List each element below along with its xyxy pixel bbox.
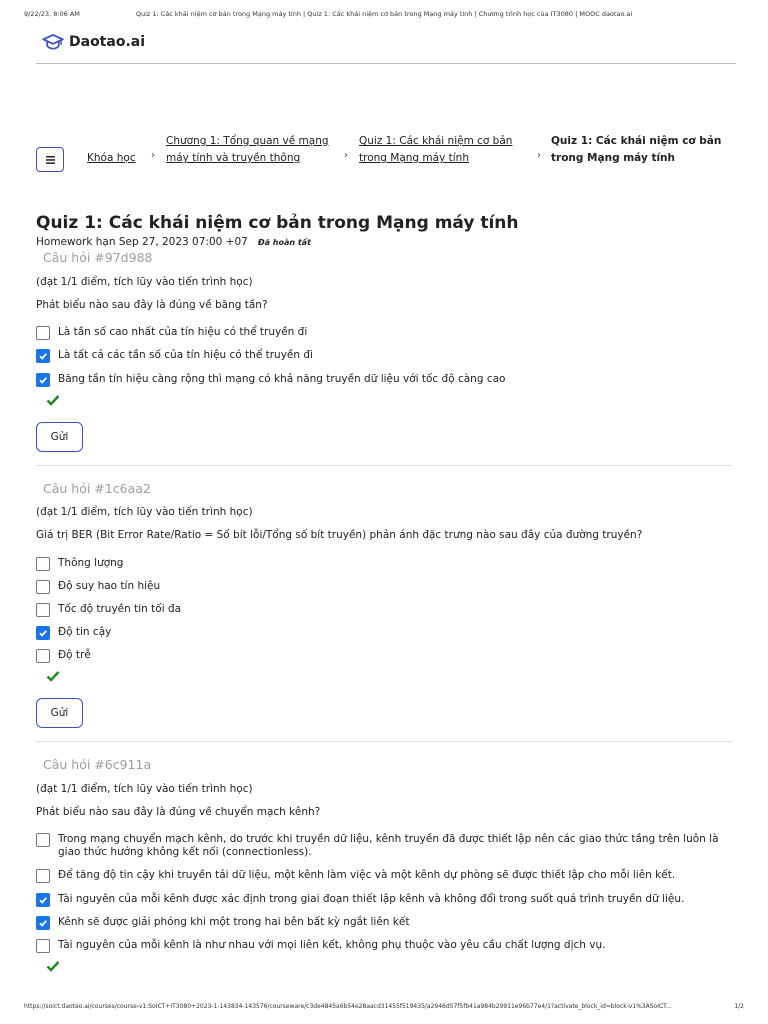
answer-option[interactable]: [36, 916, 732, 930]
graduation-cap-icon: [42, 34, 64, 50]
checkmark-icon: [38, 628, 48, 638]
answer-option[interactable]: [36, 580, 732, 594]
hamburger-icon: [46, 156, 55, 164]
print-footer: [24, 1003, 744, 1015]
answer-label[interactable]: Trong mạng chuyển mạch kênh, do trước khi truyền dữ liệu, kênh truyền đã được thiết lập nên các giao thức tầng trên luôn là giao thức hướng không kết nối (connectionless).: [58, 833, 719, 858]
answer-label[interactable]: Độ trễ: [58, 649, 91, 661]
question-text: Phát biểu nào sau đây là đúng về chuyển mạch kênh?: [36, 806, 321, 818]
correct-check-icon: [46, 394, 60, 406]
answer-checkbox[interactable]: [36, 557, 50, 571]
print-title: Quiz 1: Các khái niệm cơ bản trong Mạng máy tính | Quiz 1: Các khái niệm cơ bản trong Mạng máy tính | Chương trình học của IT3080 | MOOC daotao.ai: [135, 10, 633, 18]
breadcrumb-current-line2: trong Mạng máy tính: [551, 152, 676, 164]
question-divider: [36, 741, 732, 742]
answer-checkbox[interactable]: [36, 373, 50, 387]
correct-check-icon: [46, 960, 60, 972]
answer-label[interactable]: Băng tần tín hiệu càng rộng thì mạng có khả năng truyền dữ liệu với tốc độ càng cao: [58, 373, 506, 385]
question-points: (đạt 1/1 điểm, tích lũy vào tiến trình học): [36, 276, 253, 288]
breadcrumb-current: [551, 133, 721, 167]
answer-checkbox[interactable]: [36, 626, 50, 640]
logo-bar: [36, 30, 736, 64]
checkmark-icon: [38, 375, 48, 385]
answer-option[interactable]: [36, 626, 732, 640]
answer-label[interactable]: Độ suy hao tín hiệu: [58, 580, 161, 592]
question-text: Phát biểu nào sau đây là đúng về băng tần?: [36, 299, 268, 311]
answer-option[interactable]: [36, 557, 732, 571]
answer-label[interactable]: Tài nguyên của mỗi kênh được xác định trong giai đoạn thiết lập kênh và không đổi trong suốt quá trình truyền dữ liệu.: [58, 893, 685, 905]
correct-check-icon: [46, 670, 60, 682]
answer-option[interactable]: [36, 833, 732, 859]
breadcrumb-chapter[interactable]: [166, 133, 329, 167]
answer-label[interactable]: Là tần số cao nhất của tín hiệu có thể truyền đi: [58, 326, 308, 338]
answer-label[interactable]: Độ tin cậy: [58, 626, 112, 638]
question-header: Câu hỏi #97d988: [43, 250, 153, 265]
answer-label[interactable]: Kênh sẽ được giải phóng khi một trong hai bên bất kỳ ngắt liên kết: [58, 916, 410, 928]
print-date: 9/22/23, 8:06 AM: [24, 10, 80, 18]
print-url: https://soict.daotao.ai/courses/course-v1:SoICT+IT3080+2023-1-143834-143576/courseware/c3de4845a6b54e28aacd31455f519435/a2946d57f5fb41a984b29911e96b77e4/1?activate_block_id=block-v1%3ASoICT...: [24, 1003, 672, 1010]
breadcrumb-section-line1: Quiz 1: Các khái niệm cơ bản: [359, 135, 513, 147]
course-menu-button[interactable]: [36, 147, 64, 172]
print-page-number: 1/2: [734, 1003, 744, 1010]
answer-checkbox[interactable]: [36, 603, 50, 617]
answer-option[interactable]: [36, 869, 732, 883]
page-title: Quiz 1: Các khái niệm cơ bản trong Mạng máy tính: [36, 213, 519, 233]
print-header: [24, 10, 744, 22]
answer-checkbox[interactable]: [36, 833, 50, 847]
breadcrumb-chapter-line2: máy tính và truyền thông: [166, 152, 301, 164]
question-header: Câu hỏi #6c911a: [43, 757, 152, 772]
homework-info: [36, 236, 311, 248]
checkmark-icon: [38, 895, 48, 905]
question-divider: [36, 465, 732, 466]
answer-label[interactable]: Tài nguyên của mỗi kênh là như nhau với mọi liên kết, không phụ thuộc vào yêu cầu chất lượng dịch vụ.: [58, 939, 606, 951]
breadcrumb-section-line2: trong Mạng máy tính: [359, 152, 469, 164]
answer-checkbox[interactable]: [36, 869, 50, 883]
breadcrumb-separator: ›: [151, 150, 155, 161]
answer-checkbox[interactable]: [36, 349, 50, 363]
question-points: (đạt 1/1 điểm, tích lũy vào tiến trình học): [36, 506, 253, 518]
answer-checkbox[interactable]: [36, 580, 50, 594]
breadcrumb-separator: ›: [537, 150, 541, 161]
answer-label[interactable]: Là tất cả các tần số của tín hiệu có thể truyền đi: [58, 349, 313, 361]
answer-label[interactable]: Tốc độ truyền tin tối đa: [58, 603, 182, 615]
breadcrumb-chapter-line1: Chương 1: Tổng quan về mạng: [166, 135, 329, 147]
answer-checkbox[interactable]: [36, 326, 50, 340]
logo[interactable]: [42, 34, 145, 50]
submit-button[interactable]: Gửi: [36, 698, 83, 728]
answer-label[interactable]: Để tăng độ tin cậy khi truyền tải dữ liệu, một kênh làm việc và một kênh dự phòng sẽ được thiết lập cho mỗi liên kết.: [58, 869, 676, 881]
breadcrumb-section[interactable]: [359, 133, 512, 167]
answer-option[interactable]: [36, 649, 732, 663]
checkmark-icon: [38, 351, 48, 361]
submit-button[interactable]: Gửi: [36, 422, 83, 452]
answer-checkbox[interactable]: [36, 893, 50, 907]
checkmark-icon: [38, 918, 48, 928]
answer-option[interactable]: [36, 349, 732, 363]
breadcrumb-current-line1: Quiz 1: Các khái niệm cơ bản: [551, 135, 722, 147]
answer-label[interactable]: Thông lượng: [58, 557, 124, 569]
answer-option[interactable]: [36, 326, 732, 340]
answer-option[interactable]: [36, 893, 732, 907]
breadcrumb-home[interactable]: Khóa học: [87, 152, 136, 164]
answer-checkbox[interactable]: [36, 649, 50, 663]
homework-due: Homework hạn Sep 27, 2023 07:00 +07: [36, 236, 248, 248]
breadcrumb-separator: ›: [344, 150, 348, 161]
question-header: Câu hỏi #1c6aa2: [43, 481, 151, 496]
status-badge: Đã hoàn tất: [257, 238, 311, 247]
logo-text: Daotao.ai: [69, 34, 146, 50]
answer-option[interactable]: [36, 373, 732, 387]
answer-option[interactable]: [36, 939, 732, 953]
answer-checkbox[interactable]: [36, 916, 50, 930]
answer-checkbox[interactable]: [36, 939, 50, 953]
answer-option[interactable]: [36, 603, 732, 617]
question-points: (đạt 1/1 điểm, tích lũy vào tiến trình học): [36, 783, 253, 795]
question-text: Giá trị BER (Bit Error Rate/Ratio = Số bít lỗi/Tổng số bít truyền) phản ánh đặc trưng nào sau đây của đường truyền?: [36, 529, 643, 541]
